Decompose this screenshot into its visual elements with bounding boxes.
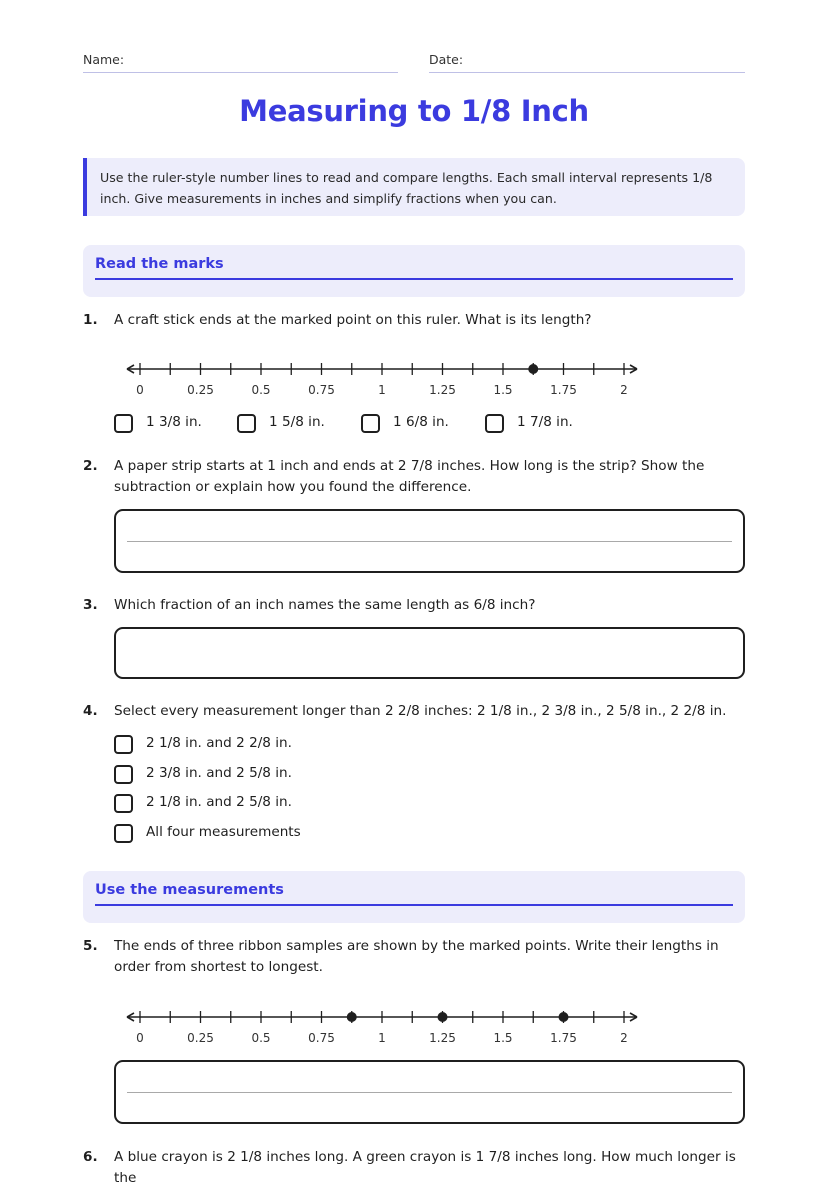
- question-text: A blue crayon is 2 1/8 inches long. A green crayon is 1 7/8 inches long. How much longer is the: [114, 1149, 736, 1186]
- question-text: A paper strip starts at 1 inch and ends at 2 7/8 inches. How long is the strip? Show the subtraction or explain how you found the difference.: [114, 458, 705, 495]
- number-line-tick-label: 2: [620, 383, 628, 397]
- instructions-box: Use the ruler-style number lines to read and compare lengths. Each small interval represents 1/8 inch. Give measurements in inches and simplify fractions when you can.: [83, 158, 745, 216]
- number-line-q5: [124, 1004, 644, 1050]
- checkbox[interactable]: [361, 414, 380, 433]
- question-number: 4.: [83, 703, 98, 719]
- choice-label: 1 6/8 in.: [393, 414, 449, 430]
- name-label: Name:: [83, 52, 125, 67]
- choice-label: 1 7/8 in.: [517, 414, 573, 430]
- question-number: 3.: [83, 597, 98, 613]
- section-read-the-marks: [83, 245, 745, 297]
- number-line-tick-label: 1: [378, 383, 386, 397]
- number-line-tick-label: 0: [136, 1031, 144, 1045]
- answer-line: [127, 541, 732, 542]
- number-line-tick-label: 0.25: [187, 383, 214, 397]
- choice-label: 2 3/8 in. and 2 5/8 in.: [146, 765, 292, 781]
- choice-label: 2 1/8 in. and 2 2/8 in.: [146, 735, 292, 751]
- name-field[interactable]: [83, 52, 398, 73]
- checkbox[interactable]: [237, 414, 256, 433]
- section-label: Use the measurements: [95, 882, 733, 906]
- choice-label: 1 3/8 in.: [146, 414, 202, 430]
- section-use-the-measurements: [83, 871, 745, 923]
- choice-label: All four measurements: [146, 824, 301, 840]
- checkbox[interactable]: [114, 794, 133, 813]
- question-text: Which fraction of an inch names the same length as 6/8 inch?: [114, 597, 536, 613]
- number-line-tick-label: 1.75: [550, 383, 577, 397]
- number-line-tick-label: 0.75: [308, 383, 335, 397]
- number-line-tick-label: 0.75: [308, 1031, 335, 1045]
- checkbox[interactable]: [114, 824, 133, 843]
- page-title: Measuring to 1/8 Inch: [239, 94, 589, 128]
- date-label: Date:: [429, 52, 464, 67]
- marked-point: [559, 1012, 569, 1022]
- question-text: A craft stick ends at the marked point on this ruler. What is its length?: [114, 312, 592, 328]
- section-label: Read the marks: [95, 256, 733, 280]
- marked-point: [528, 364, 538, 374]
- question-text: The ends of three ribbon samples are shown by the marked points. Write their lengths in order from shortest to longest.: [114, 938, 719, 975]
- number-line-tick-label: 1.5: [493, 383, 513, 397]
- marked-point: [438, 1012, 448, 1022]
- number-line-tick-label: 1.25: [429, 383, 456, 397]
- question-number: 6.: [83, 1149, 98, 1165]
- number-line-tick-label: 1.5: [493, 1031, 513, 1045]
- question-number: 5.: [83, 938, 98, 954]
- number-line-q1: [124, 356, 644, 402]
- answer-box-q2[interactable]: [114, 509, 745, 573]
- question-text: Select every measurement longer than 2 2/8 inches: 2 1/8 in., 2 3/8 in., 2 5/8 in., 2 2/8 in.: [114, 703, 727, 719]
- number-line-tick-label: 1.25: [429, 1031, 456, 1045]
- checkbox[interactable]: [114, 765, 133, 784]
- header-fields: [83, 52, 745, 74]
- number-line-tick-label: 2: [620, 1031, 628, 1045]
- number-line-tick-label: 0.25: [187, 1031, 214, 1045]
- answer-box-q5[interactable]: [114, 1060, 745, 1124]
- checkbox[interactable]: [485, 414, 504, 433]
- choice-label: 2 1/8 in. and 2 5/8 in.: [146, 794, 292, 810]
- date-field[interactable]: [429, 52, 745, 73]
- answer-box-q3[interactable]: [114, 627, 745, 679]
- number-line-tick-label: 0: [136, 383, 144, 397]
- number-line-tick-label: 0.5: [251, 383, 271, 397]
- question-number: 1.: [83, 312, 98, 328]
- marked-point: [347, 1012, 357, 1022]
- question-number: 2.: [83, 458, 98, 474]
- answer-line: [127, 1092, 732, 1093]
- choice-label: 1 5/8 in.: [269, 414, 325, 430]
- number-line-tick-label: 0.5: [251, 1031, 271, 1045]
- checkbox[interactable]: [114, 735, 133, 754]
- number-line-tick-label: 1.75: [550, 1031, 577, 1045]
- checkbox[interactable]: [114, 414, 133, 433]
- number-line-tick-label: 1: [378, 1031, 386, 1045]
